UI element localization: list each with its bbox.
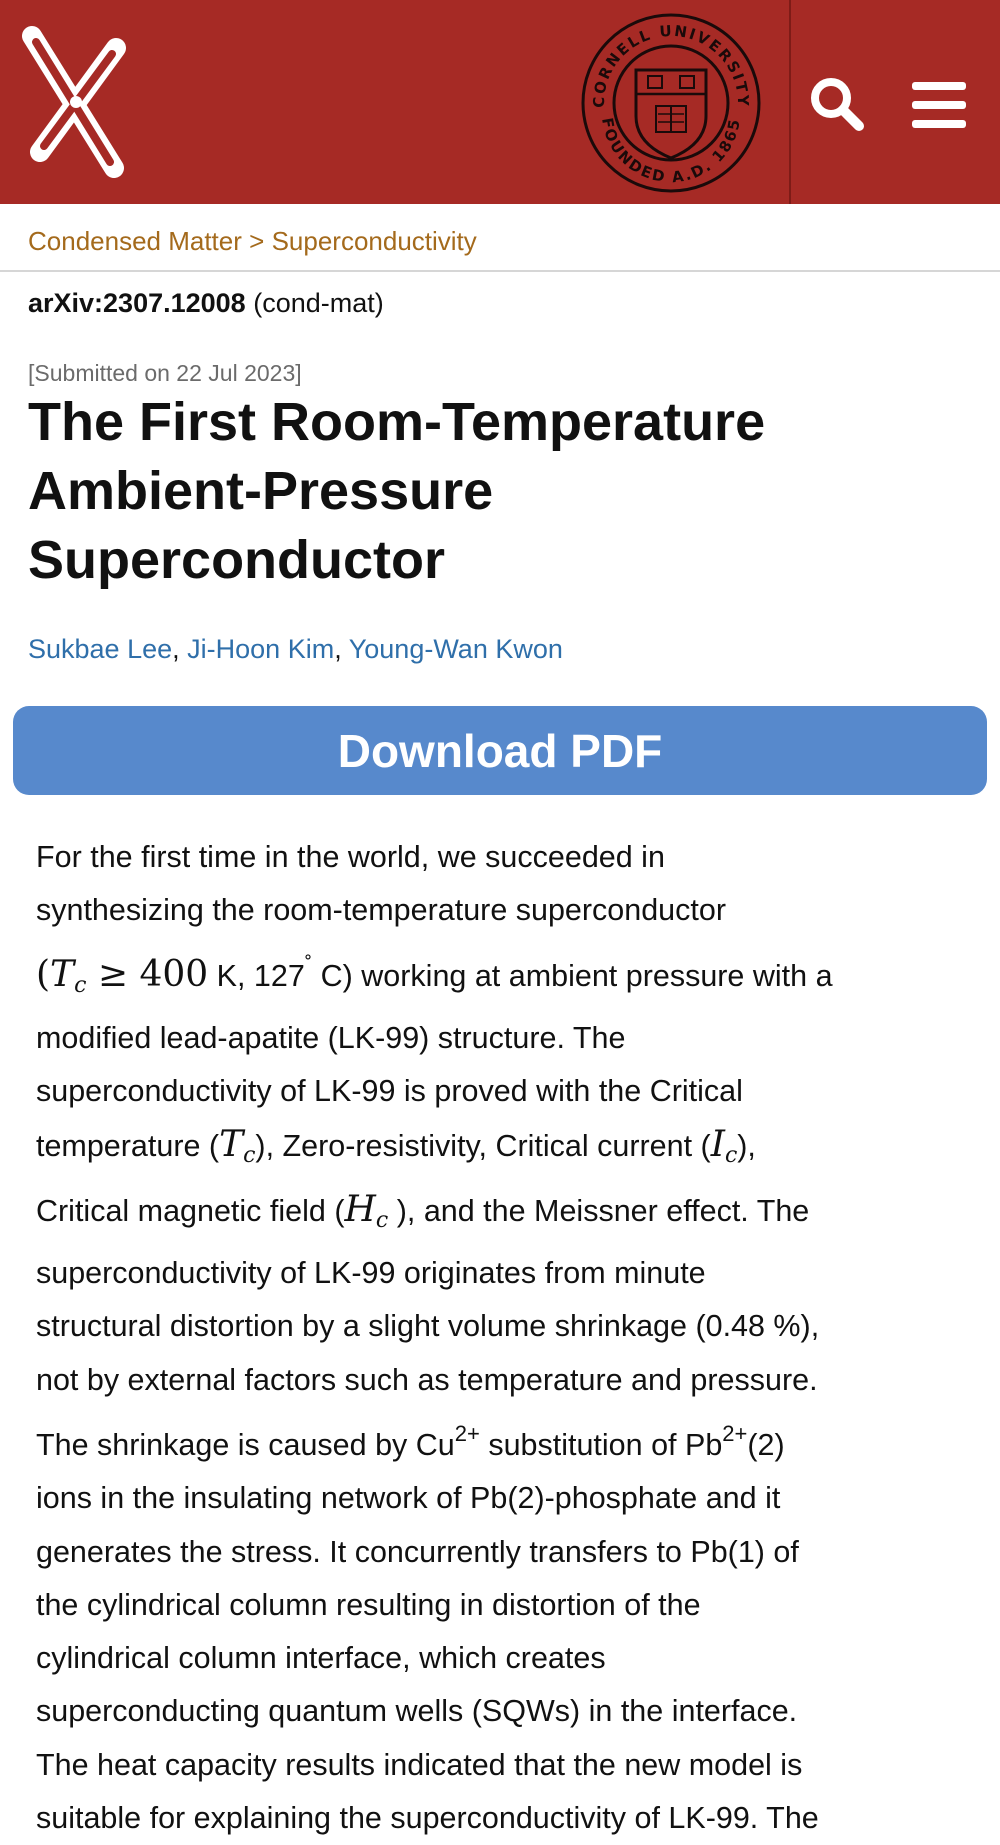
abstract-line: cylindrical column interface, which creates	[36, 1641, 606, 1676]
math-inequality: ≥ 400	[86, 953, 209, 995]
abstract-text: temperature (	[36, 1129, 220, 1164]
math-subscript: c	[724, 1143, 738, 1169]
title-line: Superconductor	[28, 530, 446, 590]
arxiv-identifier	[28, 288, 384, 319]
breadcrumb-subcategory-link[interactable]: Superconductivity	[271, 226, 477, 256]
abstract-line	[36, 1183, 976, 1247]
math-symbol: I	[710, 1124, 725, 1166]
arxiv-x-logo-icon[interactable]	[18, 22, 138, 182]
abstract-line: generates the stress. It concurrently transfers to Pb(1) of	[36, 1534, 799, 1569]
math-subscript: c	[243, 1143, 256, 1169]
header-divider	[789, 0, 791, 204]
math-superscript: 2+	[454, 1420, 480, 1446]
math-paren: (	[36, 953, 51, 995]
site-header	[0, 0, 1000, 204]
breadcrumb	[28, 226, 477, 257]
math-hc	[344, 1188, 389, 1233]
abstract-line: superconductivity of LK-99 is proved with the Critical	[36, 1074, 743, 1109]
degree-symbol: ˚	[304, 951, 313, 977]
cornell-seal-icon[interactable]	[578, 10, 764, 196]
seal-text-bottom: FOUNDED A.D. 1865	[598, 116, 744, 187]
arxiv-id: arXiv:2307.12008	[28, 288, 246, 318]
abstract-line: structural distortion by a slight volume shrinkage (0.48 %),	[36, 1309, 820, 1344]
breadcrumb-category-link[interactable]: Condensed Matter	[28, 226, 242, 256]
math-tc	[50, 953, 87, 998]
author-separator: ,	[334, 634, 342, 664]
math-subscript: c	[375, 1207, 389, 1233]
abstract-line: modified lead-apatite (LK-99) structure. The	[36, 1020, 626, 1055]
abstract-line: ions in the insulating network of Pb(2)-phosphate and it	[36, 1481, 781, 1516]
abstract-text: C) working at ambient pressure with a	[312, 958, 833, 993]
abstract-text: Critical magnetic field (	[36, 1193, 345, 1228]
abstract-line: suitable for explaining the superconductivity of LK-99. The	[36, 1801, 819, 1836]
math-tc	[219, 1124, 256, 1169]
abstract-text: ), and the Meissner effect. The	[388, 1193, 810, 1228]
menu-button[interactable]	[910, 78, 970, 134]
abstract-line	[36, 1407, 976, 1472]
abstract-text: K, 127	[208, 958, 305, 993]
abstract-line: synthesizing the room-temperature superconductor	[36, 893, 726, 928]
breadcrumb-divider	[0, 270, 1000, 272]
math-ic	[710, 1124, 738, 1169]
abstract-line	[36, 1118, 976, 1182]
title-line: The First Room-Temperature	[28, 392, 766, 452]
search-button[interactable]	[805, 72, 869, 136]
abstract-line: For the first time in the world, we succeeded in	[36, 840, 665, 874]
abstract	[36, 831, 976, 1845]
breadcrumb-separator: >	[249, 226, 265, 256]
title-line: Ambient-Pressure	[28, 461, 494, 521]
abstract-line: not by external factors such as temperature and pressure.	[36, 1362, 818, 1397]
author-link[interactable]: Young-Wan Kwon	[348, 634, 563, 664]
abstract-text: ),	[737, 1129, 756, 1164]
math-superscript: 2+	[722, 1420, 748, 1446]
author-link[interactable]: Sukbae Lee	[28, 634, 173, 664]
page-title	[28, 388, 968, 595]
abstract-text: substitution of Pb	[479, 1427, 723, 1462]
math-subscript: c	[74, 972, 87, 998]
abstract-line: superconductivity of LK-99 originates from minute	[36, 1256, 706, 1291]
author-link[interactable]: Ji-Hoon Kim	[187, 634, 335, 664]
search-icon	[805, 72, 869, 136]
math-symbol: T	[50, 953, 75, 995]
seal-text-top: CORNELL UNIVERSITY	[589, 21, 753, 108]
hamburger-menu-icon	[910, 78, 970, 134]
submission-date: [Submitted on 22 Jul 2023]	[28, 360, 302, 386]
download-pdf-button[interactable]: Download PDF	[13, 706, 987, 795]
author-list	[28, 634, 563, 665]
math-symbol: T	[219, 1124, 244, 1166]
abstract-text: ), Zero-resistivity, Critical current (	[255, 1129, 711, 1164]
abstract-line: superconducting quantum wells (SQWs) in the interface.	[36, 1694, 798, 1729]
author-separator: ,	[172, 634, 180, 664]
arxiv-archive: (cond-mat)	[253, 288, 384, 318]
abstract-line	[36, 938, 976, 1012]
abstract-text: The shrinkage is caused by Cu	[36, 1427, 455, 1462]
abstract-text: (2)	[747, 1427, 785, 1462]
math-symbol: H	[344, 1188, 376, 1230]
abstract-line: The heat capacity results indicated that the new model is	[36, 1747, 803, 1782]
abstract-line: the cylindrical column resulting in distortion of the	[36, 1587, 701, 1622]
